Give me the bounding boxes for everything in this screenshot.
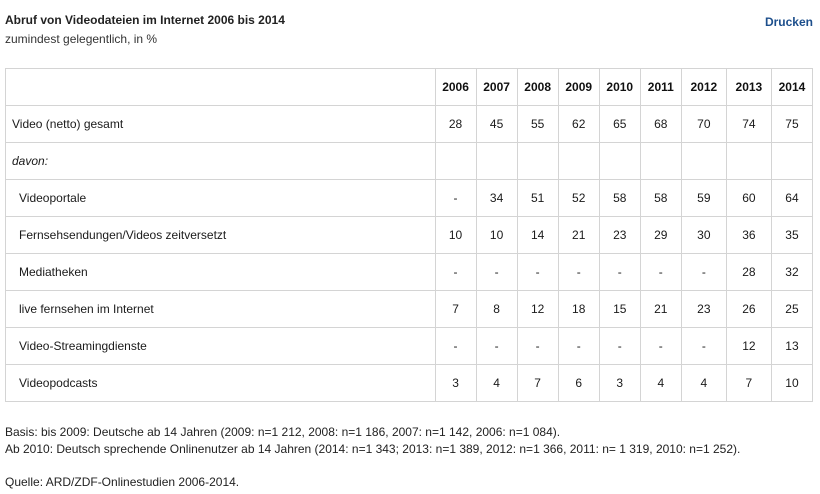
table-cell: 21 [558,217,599,254]
table-cell: 64 [771,180,812,217]
table-cell: 6 [558,365,599,402]
table-cell [681,143,726,180]
table-cell [558,143,599,180]
table-cell: 13 [771,328,812,365]
row-label: Videopodcasts [6,365,436,402]
table-cell: 7 [726,365,771,402]
year-header: 2011 [640,69,681,106]
table-cell: 51 [517,180,558,217]
table-header-row [6,69,813,106]
table-cell [435,143,476,180]
table-cell: - [517,328,558,365]
table-cell: 59 [681,180,726,217]
footnotes [5,424,740,491]
table-cell: 15 [599,291,640,328]
row-label: Video-Streamingdienste [6,328,436,365]
table-cell: 35 [771,217,812,254]
year-header: 2007 [476,69,517,106]
table-cell: 21 [640,291,681,328]
table-cell: - [640,328,681,365]
year-header: 2014 [771,69,812,106]
row-label: Fernsehsendungen/Videos zeitversetzt [6,217,436,254]
table-cell: - [435,180,476,217]
table-row [6,254,813,291]
table-row [6,180,813,217]
table-cell: 4 [476,365,517,402]
table-cell: - [681,328,726,365]
table-cell: 14 [517,217,558,254]
table-cell [476,143,517,180]
table-cell: 74 [726,106,771,143]
header-label-cell [6,69,436,106]
table-cell: 8 [476,291,517,328]
table-cell: 60 [726,180,771,217]
year-header: 2010 [599,69,640,106]
table-cell: - [681,254,726,291]
table-cell: - [435,254,476,291]
table-cell [517,143,558,180]
table-cell: 26 [726,291,771,328]
table-cell: 34 [476,180,517,217]
year-header: 2009 [558,69,599,106]
table-row [6,328,813,365]
print-link[interactable]: Drucken [764,15,813,29]
table-cell: 52 [558,180,599,217]
table-cell: 45 [476,106,517,143]
source-note: Quelle: ARD/ZDF-Onlinestudien 2006-2014. [5,475,240,489]
table-cell: 58 [599,180,640,217]
table-cell: 12 [726,328,771,365]
table-cell [599,143,640,180]
table-row [6,291,813,328]
table-cell: 58 [640,180,681,217]
table-row [6,217,813,254]
table-cell [640,143,681,180]
table-cell [726,143,771,180]
table-cell: 28 [435,106,476,143]
table-cell: 4 [640,365,681,402]
year-header: 2006 [435,69,476,106]
data-table [5,68,813,402]
year-header: 2012 [681,69,726,106]
table-cell: 70 [681,106,726,143]
table-cell: 23 [599,217,640,254]
table-cell: 28 [726,254,771,291]
page-subtitle: zumindest gelegentlich, in % [5,32,158,46]
table-cell: - [558,254,599,291]
table-cell: - [435,328,476,365]
row-label: Video (netto) gesamt [6,106,436,143]
table-cell: - [517,254,558,291]
row-label: live fernsehen im Internet [6,291,436,328]
row-label: Mediatheken [6,254,436,291]
table-cell: 32 [771,254,812,291]
table-cell: 23 [681,291,726,328]
table-cell: 10 [435,217,476,254]
basis-note: Ab 2010: Deutsch sprechende Onlinenutzer ab 14 Jahren (2014: n=1 343; 2013: n=1 389, 2012: n=1 366, 2011: n= 1 319, 2010: n=1 252). [5,442,741,456]
table-cell: 3 [599,365,640,402]
table-cell: 18 [558,291,599,328]
table-cell: 7 [517,365,558,402]
table-cell: - [599,254,640,291]
table-cell: 4 [681,365,726,402]
table-cell: 55 [517,106,558,143]
table-cell: 29 [640,217,681,254]
table-cell: - [599,328,640,365]
table-cell: 10 [771,365,812,402]
table-cell: 65 [599,106,640,143]
table-cell: 75 [771,106,812,143]
basis-note: Basis: bis 2009: Deutsche ab 14 Jahren (2009: n=1 212, 2008: n=1 186, 2007: n=1 142, 2006: n=1 084). [5,425,561,439]
table-cell: 3 [435,365,476,402]
table-cell: 68 [640,106,681,143]
table-row [6,106,813,143]
row-label: davon: [6,143,436,180]
table-cell: 62 [558,106,599,143]
row-label: Videoportale [6,180,436,217]
table-row [6,143,813,180]
table-cell: - [476,328,517,365]
table-cell: - [640,254,681,291]
table-row [6,365,813,402]
table-cell: 10 [476,217,517,254]
year-header: 2013 [726,69,771,106]
table-cell [771,143,812,180]
table-cell: - [558,328,599,365]
table-cell: 25 [771,291,812,328]
page-title: Abruf von Videodateien im Internet 2006 bis 2014 [5,13,285,27]
table-cell: 36 [726,217,771,254]
table-cell: 7 [435,291,476,328]
table-cell: 12 [517,291,558,328]
year-header: 2008 [517,69,558,106]
table-cell: - [476,254,517,291]
table-cell: 30 [681,217,726,254]
